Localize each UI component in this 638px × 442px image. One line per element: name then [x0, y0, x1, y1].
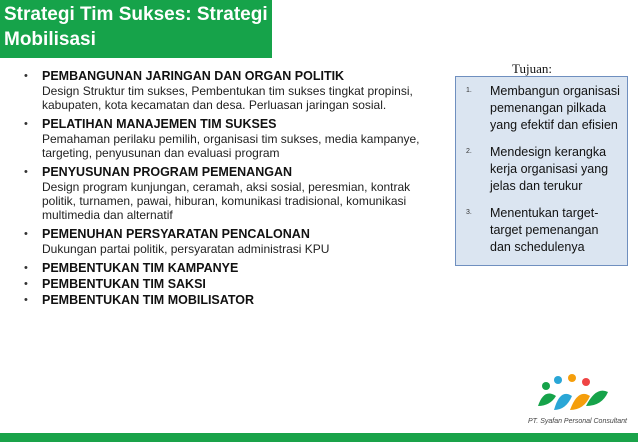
list-item — [8, 164, 428, 222]
list-item — [8, 292, 428, 308]
item-description: Design program kunjungan, ceramah, aksi sosial, peresmian, kontrak politik, turnamen, pawai, hiburan, komunikasi tradisional, komunikasi multimedia dan alternatif — [42, 180, 411, 222]
goal-item — [462, 83, 621, 134]
list-item — [8, 68, 428, 112]
bullet-icon: • — [24, 228, 28, 240]
list-item — [8, 260, 428, 276]
bullet-icon: • — [24, 118, 28, 130]
bullet-icon: • — [24, 70, 28, 82]
list-item — [8, 116, 428, 160]
item-heading: PEMBENTUKAN TIM MOBILISATOR — [42, 293, 255, 307]
item-heading: PEMENUHAN PERSYARATAN PENCALONAN — [42, 227, 310, 241]
strategy-list — [8, 68, 428, 308]
bottom-stripe — [0, 433, 638, 442]
item-heading: PEMBENTUKAN TIM KAMPANYE — [42, 261, 239, 275]
bullet-icon: • — [24, 262, 28, 274]
item-heading: PEMBANGUNAN JARINGAN DAN ORGAN POLITIK — [42, 69, 345, 83]
goal-text: Mendesign kerangka kerja organisasi yang jelas dan terukur — [490, 145, 609, 193]
goal-number: 2. — [466, 148, 472, 155]
bullet-icon: • — [24, 294, 28, 306]
goal-item — [462, 144, 621, 195]
company-name: PT. Syafan Personal Consultant — [528, 418, 627, 425]
goal-item — [462, 205, 621, 256]
goals-box — [455, 76, 628, 266]
item-heading: PELATIHAN MANAJEMEN TIM SUKSES — [42, 117, 277, 131]
slide-title: Strategi Tim Sukses: Strategi Mobilisasi — [4, 4, 268, 50]
item-description: Pemahaman perilaku pemilih, organisasi tim sukses, media kampanye, targeting, penyusunan dan evaluasi program — [42, 132, 420, 160]
item-heading: PENYUSUNAN PROGRAM PEMENANGAN — [42, 165, 293, 179]
bullet-icon: • — [24, 278, 28, 290]
goal-number: 1. — [466, 87, 472, 94]
goal-text: Menentukan target-target pemenangan dan schedulenya — [490, 206, 599, 254]
bullet-icon: • — [24, 166, 28, 178]
company-logo-icon — [524, 366, 624, 426]
goal-text: Membangun organisasi pemenangan pilkada yang efektif dan efisien — [490, 84, 620, 132]
goal-number: 3. — [466, 209, 472, 216]
list-item — [8, 276, 428, 292]
item-description: Design Struktur tim sukses, Pembentukan tim sukses tingkat propinsi, kabupaten, kota kecamatan dan desa. Perluasan jaringan sosial. — [42, 84, 413, 112]
item-description: Dukungan partai politik, persyaratan administrasi KPU — [42, 242, 330, 256]
goals-label: Tujuan: — [512, 61, 552, 76]
item-heading: PEMBENTUKAN TIM SAKSI — [42, 277, 206, 291]
list-item — [8, 226, 428, 256]
